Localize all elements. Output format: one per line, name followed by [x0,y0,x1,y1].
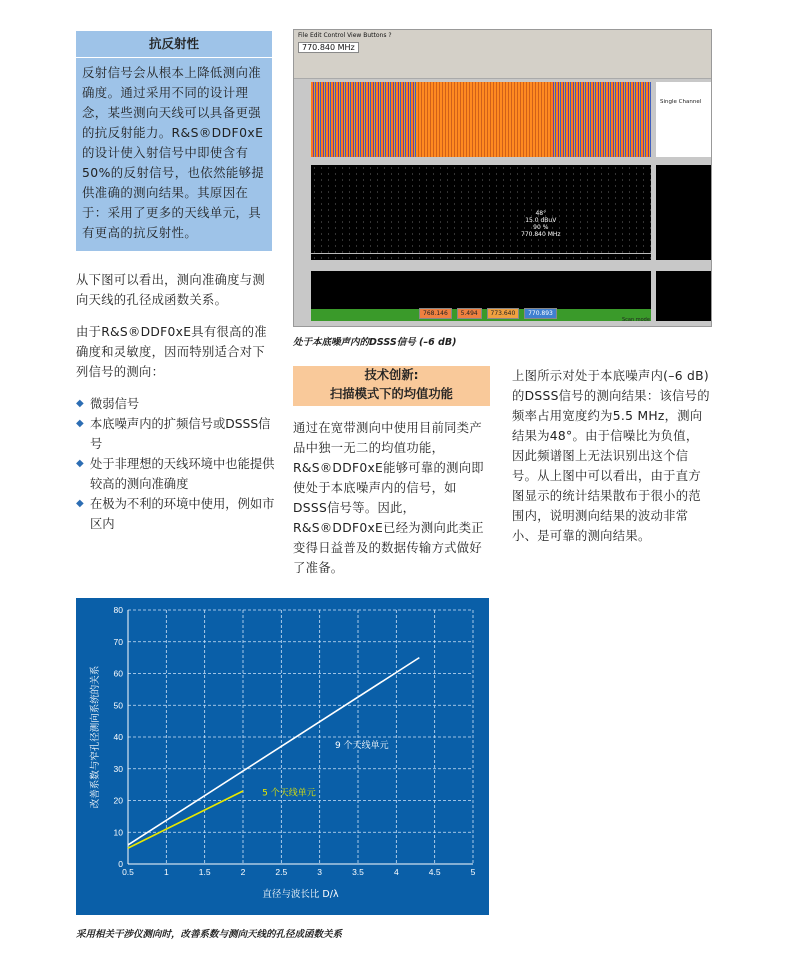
series-label: 5 个天线单元 [262,788,316,799]
toolbar-1 [294,42,711,57]
scan-mode-label: Scan mode [622,317,650,323]
x-tick-label: 1 [163,867,169,877]
channel-label: Single Channel [660,99,702,105]
sidebar-box-body: 反射信号会从根本上降低测向准确度。通过采用不同的设计理念，某些测向天线可以具备更强的抗反射能力。R&S®DDF0xE的设计使入射信号中即使含有50%的反射信号，也依然能够提供准确的测向结果。其原因在于：采用了更多的天线单元，具有更高的抗反射性。 [82,65,265,240]
list-item: ◆ 本底噪声内的扩频信号或DSSS信号 [76,414,276,454]
sidebar-box-title: 抗反射性 [76,31,272,58]
x-tick-label: 5 [470,867,476,877]
y-tick-label: 70 [113,636,123,647]
series-line [128,658,419,845]
menu-bar: File Edit Control View Buttons ? [294,30,711,43]
innovation-box [293,366,490,406]
x-tick-label: 2 [240,867,246,877]
list-item: ◆ 在极为不利的环境中使用，例如市区内 [76,494,276,534]
spectrum-side-panel [656,271,711,321]
software-screenshot [293,29,712,327]
y-tick-label: 40 [113,732,123,742]
x-tick-label: 1.5 [198,867,211,877]
y-axis-label: 改善系数与窄孔径测向系统的关系 [90,665,101,809]
frequency-field[interactable]: 770.840 MHz [298,42,359,53]
waterfall-display [311,82,651,157]
bottom-readouts: 768.146 5.494 773.640 770.893 [419,308,560,319]
list-item: ◆ 微弱信号 [76,394,276,414]
left-paragraph-1: 从下图可以看出，测向准确度与测向天线的孔径成函数关系。 [76,273,265,307]
x-tick-label: 3.5 [352,867,364,877]
left-paragraph-2: 由于R&S®DDF0xE具有很高的准确度和灵敏度，因而特别适合对下列信号的测向： [76,325,267,379]
sidebar-box [76,31,272,251]
y-tick-label: 80 [113,605,123,615]
y-tick-label: 0 [118,859,123,869]
right-paragraph: 上图所示对处于本底噪声内(–6 dB)的DSSS信号的测向结果：该信号的频率占用宽度约为5.5 MHz，测向结果为48°。由于信噪比为负值，因此频谱图上无法识别出这个信号。从上图中可以看出，由于直方图显示的统计结果散布于很小的范围内，说明测向结果的波动非常小、是可靠的测向结果。 [512,369,710,543]
x-axis-label: 直径与波长比 D/λ [262,889,339,900]
mid-paragraph: 通过在宽带测向中使用目前同类产品中独一无二的均值功能，R&S®DDF0xE能够可靠的测向即使处于本底噪声内的信号，如DSSS信号等。因此，R&S®DDF0xE已经为测向此类正变得日益普及的数据传输方式做好了准备。 [293,421,484,575]
y-tick-label: 20 [113,795,123,806]
y-tick-label: 30 [113,763,123,774]
series-label: 9 个天线单元 [335,741,389,752]
innovation-title-2: 扫描模式下的均值功能 [330,387,453,401]
list-item: ◆ 处于非理想的天线环境中也能提供较高的测向准确度 [76,454,276,494]
series-line [128,791,243,848]
x-tick-label: 2.5 [275,867,288,877]
channel-panel [656,82,711,157]
x-tick-label: 3 [317,867,323,877]
x-tick-label: 0.5 [122,867,134,877]
chart-svg [76,598,489,915]
aperture-chart [76,598,489,915]
chart-caption: 采用相关干涉仪测向时，改善系数与测向天线的孔径成函数关系 [76,929,343,940]
marker-readout: 48° 15.0 dBuV 90 % 770.840 MHz [521,210,561,238]
histogram-panel [656,165,711,260]
y-tick-label: 50 [113,700,123,711]
x-tick-label: 4 [393,867,399,877]
x-tick-label: 4.5 [428,867,441,877]
toolbar-3 [294,68,711,79]
feature-list [76,394,276,534]
bearing-scatter-display [311,165,651,260]
innovation-title-1: 技术创新: [364,368,419,382]
y-tick-label: 10 [113,827,123,838]
y-tick-label: 60 [113,668,123,679]
screenshot-caption: 处于本底噪声内的DSSS信号 (–6 dB) [293,337,457,348]
